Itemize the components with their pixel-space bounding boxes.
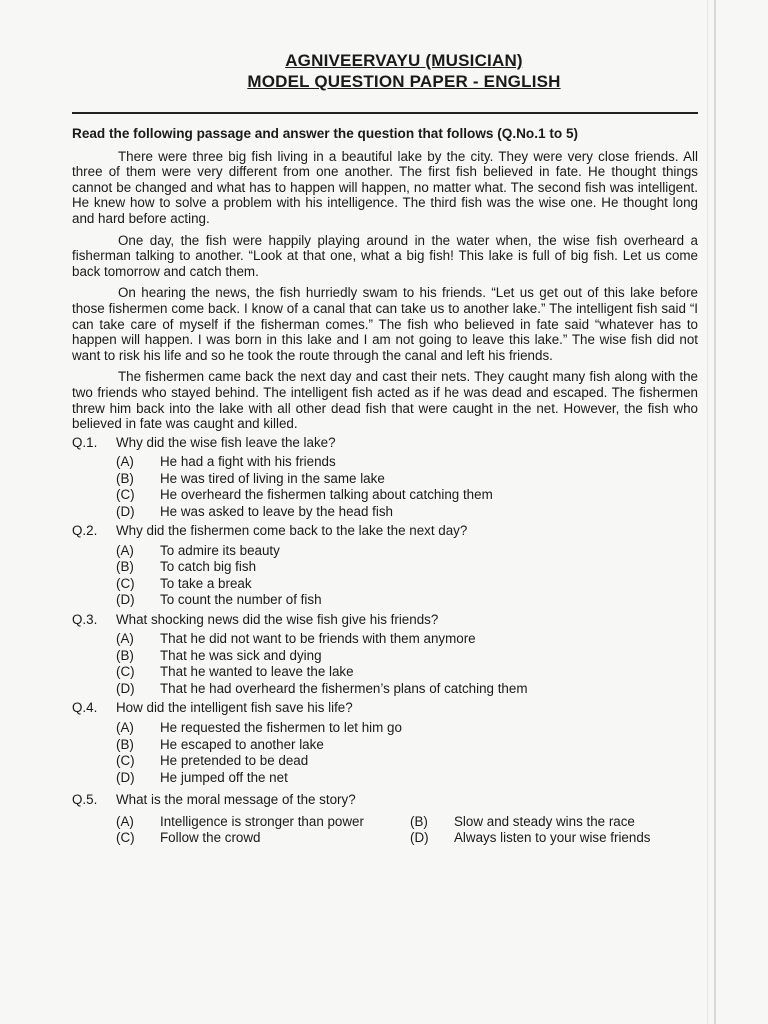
passage [72, 149, 698, 432]
option-label: (D) [410, 830, 429, 846]
option-text: Always listen to your wise friends [454, 830, 651, 846]
option: (A) That he did not want to be friends with them anymore [116, 631, 476, 647]
question-5 [72, 792, 698, 847]
paper-header [0, 50, 768, 92]
question-1 [72, 435, 698, 521]
paper-title: AGNIVEERVAYU (MUSICIAN) [285, 51, 523, 70]
instruction: Read the following passage and answer the question that follows (Q.No.1 to 5) [72, 126, 579, 141]
question-text: How did the intelligent fish save his life? [116, 700, 353, 716]
question-number: Q.1. [72, 434, 98, 450]
options-list [116, 720, 698, 786]
passage-paragraph: The fishermen came back the next day and cast their nets. They caught many fish along with the two friends who stayed behind. The intelligent fish acted as if he was dead and escaped. The fishermen threw him back into the lake with all other dead fish that were caught in the net. However, the fish who believed in fate was caught and killed. [72, 369, 698, 432]
option-text: Intelligence is stronger than power [160, 813, 364, 829]
question-text: What shocking news did the wise fish give his friends? [116, 611, 439, 627]
option: (A) He had a fight with his friends [116, 454, 336, 470]
options-grid [116, 814, 698, 847]
option: (C) To take a break [116, 575, 252, 591]
option: (C) He overheard the fishermen talking about catching them [116, 487, 493, 503]
question-number: Q.4. [72, 700, 98, 716]
option: (C) That he wanted to leave the lake [116, 664, 354, 680]
passage-paragraph: One day, the fish were happily playing around in the water when, the wise fish overheard a fisherman talking to another. “Look at that one, what a big fish! This lake is full of big fish. Let us come back tomorrow and catch them. [72, 232, 698, 279]
option: (B) To catch big fish [116, 559, 257, 575]
page-edge [714, 0, 716, 1024]
option: (B) He was tired of living in the same lake [116, 470, 385, 486]
option: (D) That he had overheard the fishermen’s plans of catching them [116, 680, 528, 696]
page-edge-shadow [707, 0, 708, 1024]
option: (A) To admire its beauty [116, 542, 280, 558]
passage-paragraph: There were three big fish living in a beautiful lake by the city. They were very close friends. All three of them were very different from one another. The first fish believed in fate. He thought things cannot be changed and what has to happen will happen, no matter what. The second fish was intelligent. He knew how to solve a problem with his intelligence. The third fish was the wise one. He thought long and hard before acting. [72, 148, 698, 226]
question-text: Why did the wise fish leave the lake? [116, 434, 336, 450]
option-label: (A) [116, 813, 134, 829]
question-number: Q.2. [72, 523, 98, 539]
option: (D) He jumped off the net [116, 769, 288, 785]
question-4 [72, 700, 698, 786]
option: (B) He escaped to another lake [116, 736, 324, 752]
option-text: Slow and steady wins the race [454, 813, 635, 829]
option-label: (C) [116, 830, 135, 846]
header-divider [72, 112, 698, 114]
question-text: Why did the fishermen come back to the lake the next day? [116, 523, 468, 539]
passage-paragraph: On hearing the news, the fish hurriedly swam to his friends. “Let us get out of this lake before those fishermen come back. I know of a canal that can take us to another lake.” The intelligent fish said “I can take care of myself if the fisherman comes.” The fish who believed in fate said “whatever has to happen will happen. I was born in this lake and I am not going to leave this lake.” The wise fish did not want to risk his life and so he took the route through the canal and left his friends. [72, 285, 698, 363]
option: (D) He was asked to leave by the head fish [116, 503, 393, 519]
option: (C) He pretended to be dead [116, 753, 309, 769]
options-list [116, 543, 698, 609]
question-3 [72, 612, 698, 698]
options-list [116, 454, 698, 520]
option-text: Follow the crowd [160, 830, 261, 846]
option: (D) To count the number of fish [116, 592, 322, 608]
option: (B) That he was sick and dying [116, 647, 322, 663]
option-label: (B) [410, 813, 428, 829]
question-number: Q.5. [72, 792, 98, 808]
option: (A) He requested the fishermen to let him go [116, 720, 402, 736]
question-number: Q.3. [72, 611, 98, 627]
question-2 [72, 523, 698, 609]
paper-subtitle: MODEL QUESTION PAPER - ENGLISH [247, 72, 561, 91]
options-list [116, 631, 698, 697]
question-text: What is the moral message of the story? [116, 792, 356, 808]
paper-content [72, 126, 698, 847]
